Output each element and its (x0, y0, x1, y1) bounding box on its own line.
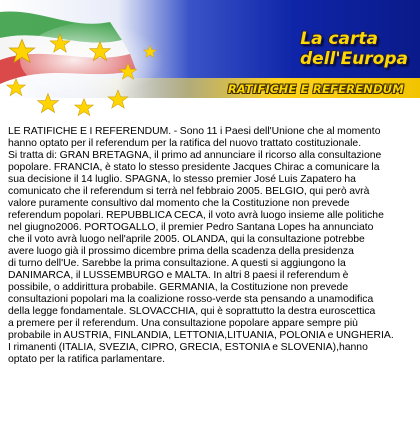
article-line: valore puramente consultivo dal momento che la Costituzione non prevede (8, 198, 350, 209)
article-line: a premere per il referendum. Una consultazione popolare appare sempre più (8, 318, 358, 329)
banner-title-line2: dell'Europa (300, 49, 408, 69)
article-line: che il voto avrà luogo nell'aprile 2005. OLANDA, qui la consultazione potrebbe (8, 234, 365, 245)
article-line: possibile, o addirittura probabile. GERMANIA, la Costituzione non prevede (8, 282, 349, 293)
article-line: consultazioni popolari ma la coalizione rosso-verde sta pensando a unamodifica (8, 294, 374, 305)
article-line: di turno dell'Ue. Sarebbe la prima consultazione. A questi si aggiungono la (8, 258, 346, 269)
article-line: probabile in AUSTRIA, FINLANDIA, LETTONIA,LITUANIA, POLONIA e UNGHERIA. (8, 330, 394, 341)
banner-subtitle: RATIFICHE E REFERENDUM (227, 82, 404, 96)
article-line: referendum popolari. REPUBBLICA CECA, il voto avrà luogo insieme alle politiche (8, 210, 384, 221)
article-line: Si tratta di: GRAN BRETAGNA, il primo ad annunciare il ricorso alla consultazione (8, 150, 382, 161)
article-line: LE RATIFICHE E I REFERENDUM. - Sono 11 i Paesi dell'Unione che al momento (8, 126, 381, 137)
article-line: comunicato che il referendum si terrà nel febbraio 2005. BELGIO, qui però avrà (8, 186, 370, 197)
article-line: nel giugno2006. PORTOGALLO, il premier Pedro Santana Lopes ha annunciato (8, 222, 374, 233)
article-line: popolare. FRANCIA, è stato lo stesso presidente Jacques Chirac a comunicare la (8, 162, 380, 173)
header-banner (0, 0, 420, 120)
article-line: sua decisione il 14 luglio. SPAGNA, lo stesso premier José Luis Zapatero ha (8, 174, 356, 185)
article-line: della legge fondamentale. SLOVACCHIA, qui è soprattutto la destra euroscettica (8, 306, 376, 317)
article-body (8, 126, 416, 366)
banner-title-line1: La carta (300, 29, 378, 49)
article-line: DANIMARCA, il LUSSEMBURGO e MALTA. In altri 8 paesi il referendum è (8, 270, 349, 281)
article-line: avere luogo già il prossimo dicembre prima della scadenza della presidenza (8, 246, 354, 257)
article-line: I rimanenti (ITALIA, SVEZIA, CIPRO, GRECIA, ESTONIA e SLOVENIA),hanno (8, 342, 368, 353)
article-line: hanno optato per il referendum per la ratifica del nuovo trattato costituzionale. (8, 138, 362, 149)
article-line: optato per la ratifica parlamentare. (8, 354, 166, 365)
